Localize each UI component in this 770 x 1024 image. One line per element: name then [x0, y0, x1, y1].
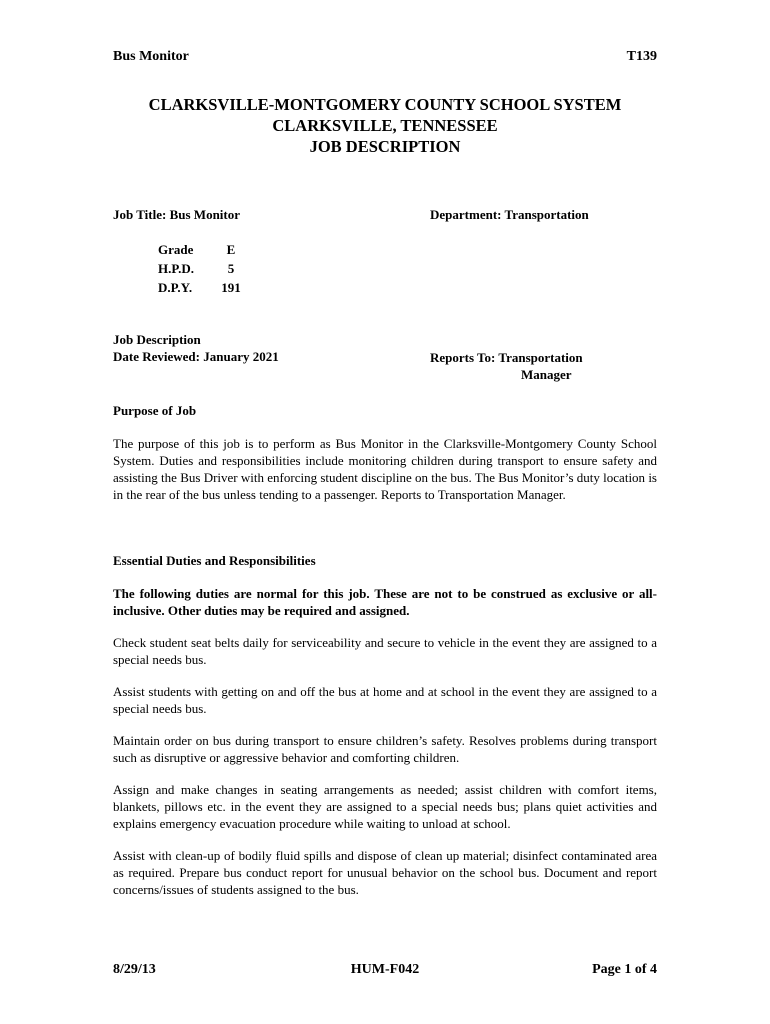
- duty-item: Check student seat belts daily for serviceability and secure to vehicle in the event they are assigned to a special needs bus.: [113, 635, 657, 667]
- stat-value: 191: [221, 280, 241, 295]
- reports-to-label: Reports To: Transportation: [430, 350, 583, 365]
- footer-page-number: Page 1 of 4: [592, 962, 657, 977]
- duties-note: The following duties are normal for this job. These are not to be construed as exclusive or all-inclusive. Other duties may be required and assigned.: [113, 586, 657, 618]
- title-line-3: JOB DESCRIPTION: [309, 137, 461, 156]
- stat-row-hpd: [158, 260, 246, 279]
- header-left-title: Bus Monitor: [113, 49, 189, 64]
- stat-value: 5: [227, 261, 235, 276]
- essential-heading: Essential Duties and Responsibilities: [113, 553, 316, 568]
- job-stats: [158, 241, 246, 298]
- header-doc-code: T139: [626, 49, 657, 64]
- purpose-body: The purpose of this job is to perform as Bus Monitor in the Clarksville-Montgomery County School System. Duties and responsibilities include monitoring children during transport to ensure safety and assisting the Bus Driver with enforcing student discipline on the bus. The Bus Monitor’s duty location is in the rear of the bus unless tending to a passenger. Reports to Transportation Manager.: [113, 436, 657, 502]
- footer-date: 8/29/13: [113, 962, 156, 977]
- duty-item: Maintain order on bus during transport to ensure children’s safety. Resolves problems during transport such as disruptive or aggressive behavior and comforting children.: [113, 733, 657, 765]
- stat-label: D.P.Y.: [158, 280, 193, 295]
- stat-value: E: [226, 242, 236, 257]
- title-line-1: CLARKSVILLE-MONTGOMERY COUNTY SCHOOL SYSTEM: [148, 95, 622, 114]
- stat-row-dpy: [158, 279, 246, 298]
- job-title: Job Title: Bus Monitor: [113, 207, 241, 222]
- reports-to: [430, 349, 583, 383]
- duty-item: Assign and make changes in seating arrangements as needed; assist children with comfort items, blankets, pillows etc. in the event they are assigned to a special needs bus; plans quiet activities and explains emergency evacuation procedure while waiting to unload at school.: [113, 782, 657, 831]
- document-title: [0, 94, 770, 157]
- duty-item: Assist students with getting on and off the bus at home and at school in the event they are assigned to a special needs bus.: [113, 684, 657, 716]
- stat-label: H.P.D.: [158, 261, 194, 276]
- footer-form-code: HUM-F042: [350, 962, 420, 977]
- stat-row-grade: [158, 241, 246, 260]
- department: Department: Transportation: [430, 207, 589, 222]
- reports-to-line2: Manager: [521, 367, 572, 382]
- duty-item: Assist with clean-up of bodily fluid spills and dispose of clean up material; disinfect contaminated area as required. Prepare bus conduct report for unusual behavior on the school bus. Document and report concerns/issues of students assigned to the bus.: [113, 848, 657, 897]
- title-line-2: CLARKSVILLE, TENNESSEE: [272, 116, 498, 135]
- purpose-heading: Purpose of Job: [113, 403, 197, 418]
- job-description-label: Job Description: [113, 332, 201, 347]
- job-description-block: [113, 331, 279, 365]
- stat-label: Grade: [158, 242, 194, 257]
- date-reviewed: Date Reviewed: January 2021: [113, 349, 279, 364]
